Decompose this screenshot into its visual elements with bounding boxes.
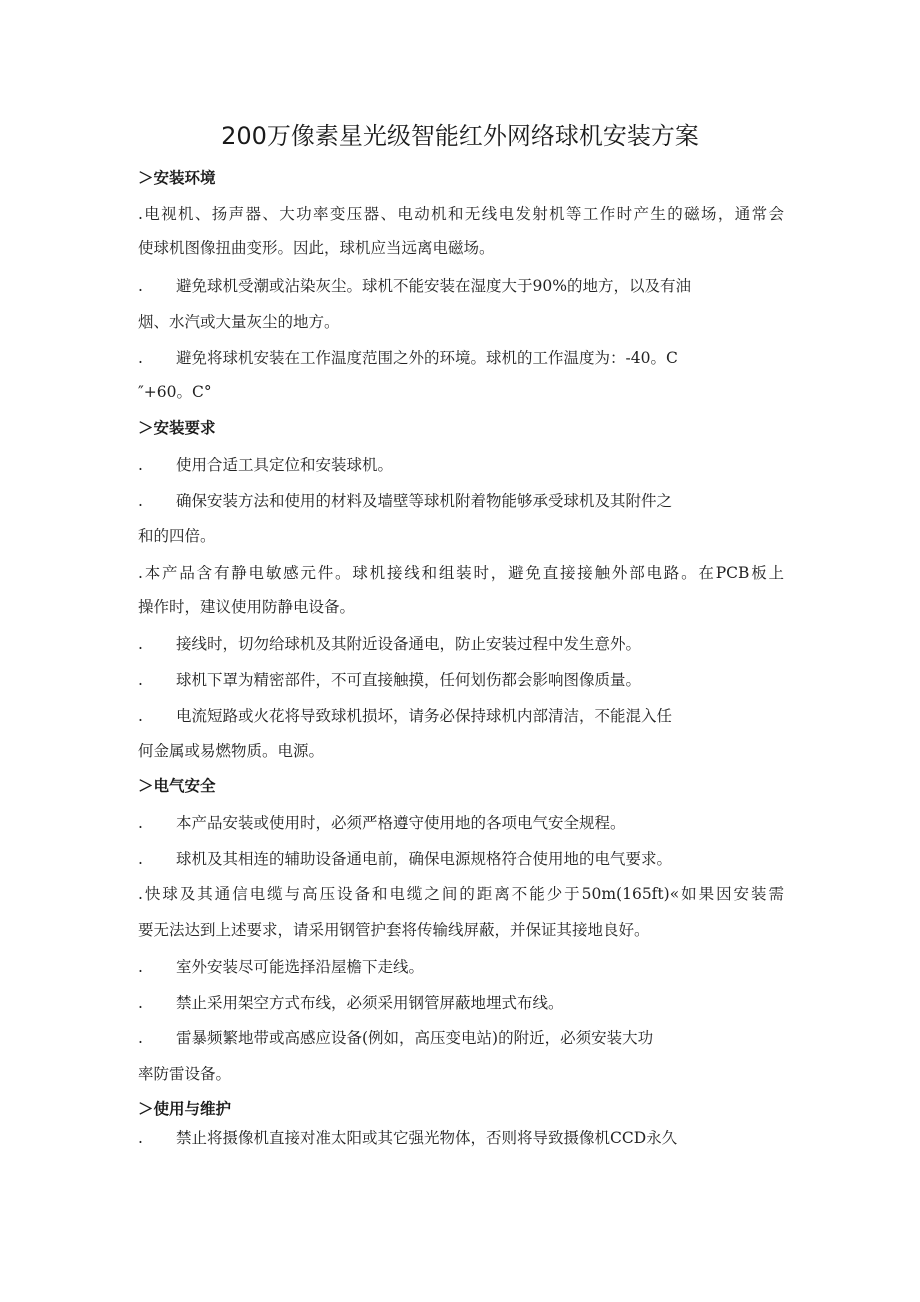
paragraph-line: 雷暴频繁地带或高感应设备(例如，高压变电站)的附近，必须安装大功 [176,1029,654,1047]
paragraph-line: 球机及其相连的辅助设备通电前，确保电源规格符合使用地的电气要求。 [176,850,673,868]
paragraph-line: 禁止采用架空方式布线，必须采用钢管屏蔽地埋式布线。 [176,994,564,1012]
paragraph-line: .快球及其通信电缆与高压设备和电缆之间的距离不能少于50m(165ft)«如果因安装需 [138,885,784,903]
paragraph-line: .本产品含有静电敏感元件。球机接线和组装时，避免直接接触外部电路。在PCB板上 [138,564,784,582]
paragraph-line: 要无法达到上述要求，请采用钢管护套将传输线屏蔽，并保证其接地良好。 [138,921,650,939]
paragraph-line: 禁止将摄像机直接对准太阳或其它强光物体，否则将导致摄像机CCD永久 [176,1129,678,1147]
paragraph-line: 接线时，切勿给球机及其附近设备通电，防止安装过程中发生意外。 [176,635,642,653]
bullet-mark: . [138,277,143,295]
paragraph-line: ″+60。C° [138,383,212,401]
bullet-mark: . [138,814,143,832]
bullet-mark: . [138,707,143,725]
paragraph-line: 使用合适工具定位和安装球机。 [176,456,394,474]
paragraph-line: .电视机、扬声器、大功率变压器、电动机和无线电发射机等工作时产生的磁场，通常会 [138,205,784,223]
section-heading-electrical-safety: ＞电气安全 [138,777,216,795]
paragraph-line: 确保安装方法和使用的材料及墙壁等球机附着物能够承受球机及其附件之 [176,492,673,510]
paragraph-line: 避免将球机安装在工作温度范围之外的环境。球机的工作温度为：-40。C [176,349,678,367]
paragraph-line: 和的四倍。 [138,527,216,545]
paragraph-line: 避免球机受潮或沾染灰尘。球机不能安装在湿度大于90%的地方，以及有油 [176,277,691,295]
paragraph-line: 使球机图像扭曲变形。因此，球机应当远离电磁场。 [138,239,495,257]
section-heading-use-and-maintenance: ＞使用与维护 [138,1100,232,1118]
bullet-mark: . [138,456,143,474]
paragraph-line: 室外安装尽可能选择沿屋檐下走线。 [176,958,425,976]
paragraph-line: 烟、水汽或大量灰尘的地方。 [138,313,340,331]
paragraph-line: 本产品安装或使用时，必须严格遵守使用地的各项电气安全规程。 [176,814,626,832]
document-title: 200万像素星光级智能红外网络球机安装方案 [221,122,699,150]
bullet-mark: . [138,850,143,868]
bullet-mark: . [138,635,143,653]
paragraph-line: 球机下罩为精密部件，不可直接触摸，任何划伤都会影响图像质量。 [176,671,642,689]
bullet-mark: . [138,994,143,1012]
bullet-mark: . [138,958,143,976]
paragraph-line: 何金属或易燃物质。电源。 [138,742,325,760]
paragraph-line: 电流短路或火花将导致球机损坏，请务必保持球机内部清洁，不能混入任 [176,707,673,725]
bullet-mark: . [138,1029,143,1047]
bullet-mark: . [138,492,143,510]
section-heading-install-environment: ＞安装环境 [138,169,216,187]
paragraph-line: 操作时，建议使用防静电设备。 [138,598,356,616]
paragraph-line: 率防雷设备。 [138,1065,232,1083]
bullet-mark: . [138,671,143,689]
bullet-mark: . [138,349,143,367]
bullet-mark: . [138,1129,143,1147]
section-heading-install-requirements: ＞安装要求 [138,419,216,437]
